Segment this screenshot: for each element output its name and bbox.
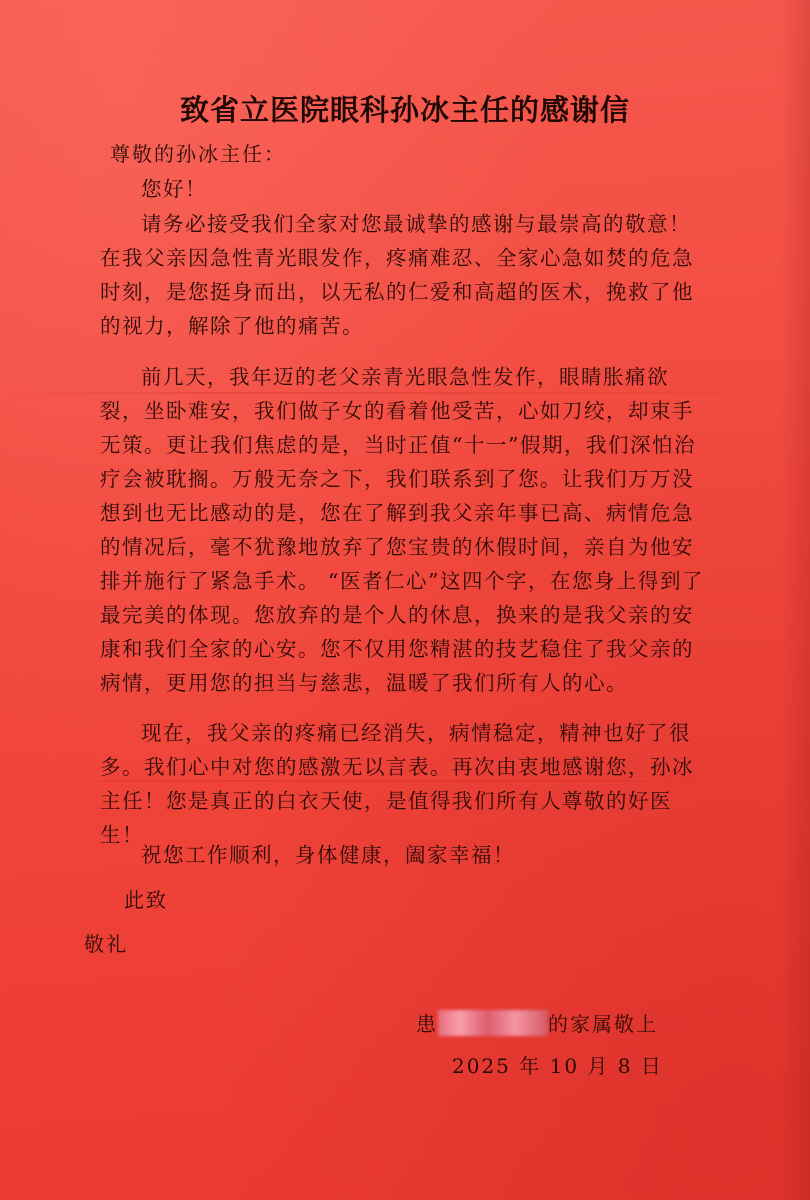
letter-paragraph-4: 祝您工作顺利，身体健康，阖家幸福！ — [141, 843, 515, 867]
letter-closing-cizhi: 此致 — [124, 888, 168, 912]
letter-greeting: 您好！ — [141, 177, 207, 201]
letter-title: 致省立医院眼科孙冰主任的感谢信 — [179, 93, 630, 127]
letter-paragraph-2: 前几天，我年迈的老父亲青光眼急性发作，眼睛胀痛欲裂，坐卧难安，我们做子女的看着他受苦，心如刀绞，却束手无策。更让我们焦虑的是，当时正值“十一”假期，我们深怕治疗会被耽搁。万般无奈之下，我们联系到了您。让我们万万没想到也无比感动的是，您在了解到我父亲年事已高、病情危急的情况后，毫不犹豫地放弃了您宝贵的休假时间，亲自为他安排并施行了紧急手术。 “医者仁心”这四个字，在您身上得到了最完美的体现。您放弃的是个人的休息，换来的是我父亲的安康和我们全家的心安。您不仅用您精湛的技艺稳住了我父亲的病情，更用您的担当与慈悲，温暖了我们所有人的心。 — [100, 365, 704, 695]
letter-signature — [416, 1008, 658, 1037]
letter-paragraph-1: 请务必接受我们全家对您最诚挚的感谢与最崇高的敬意！在我父亲因急性青光眼发作，疼痛难忍、全家心急如焚的危急时刻，是您挺身而出，以无私的仁爱和高超的医术，挽救了他的视力，解除了他的痛苦。 — [100, 212, 694, 338]
letter-closing-jingli: 敬礼 — [84, 932, 128, 956]
signature-suffix: 的家属敬上 — [548, 1012, 658, 1036]
redacted-name-mosaic — [438, 1010, 548, 1036]
paper-edge-shadow — [780, 0, 810, 1200]
signature-prefix: 患 — [416, 1012, 438, 1036]
letter-salutation: 尊敬的孙冰主任： — [110, 142, 286, 166]
letter-date: 2025 年 10 月 8 日 — [452, 1054, 663, 1078]
letter-paragraph-3: 现在，我父亲的疼痛已经消失，病情稳定，精神也好了很多。我们心中对您的感激无以言表。再次由衷地感谢您，孙冰主任！您是真正的白衣天使，是值得我们所有人尊敬的好医生！ — [100, 721, 694, 847]
